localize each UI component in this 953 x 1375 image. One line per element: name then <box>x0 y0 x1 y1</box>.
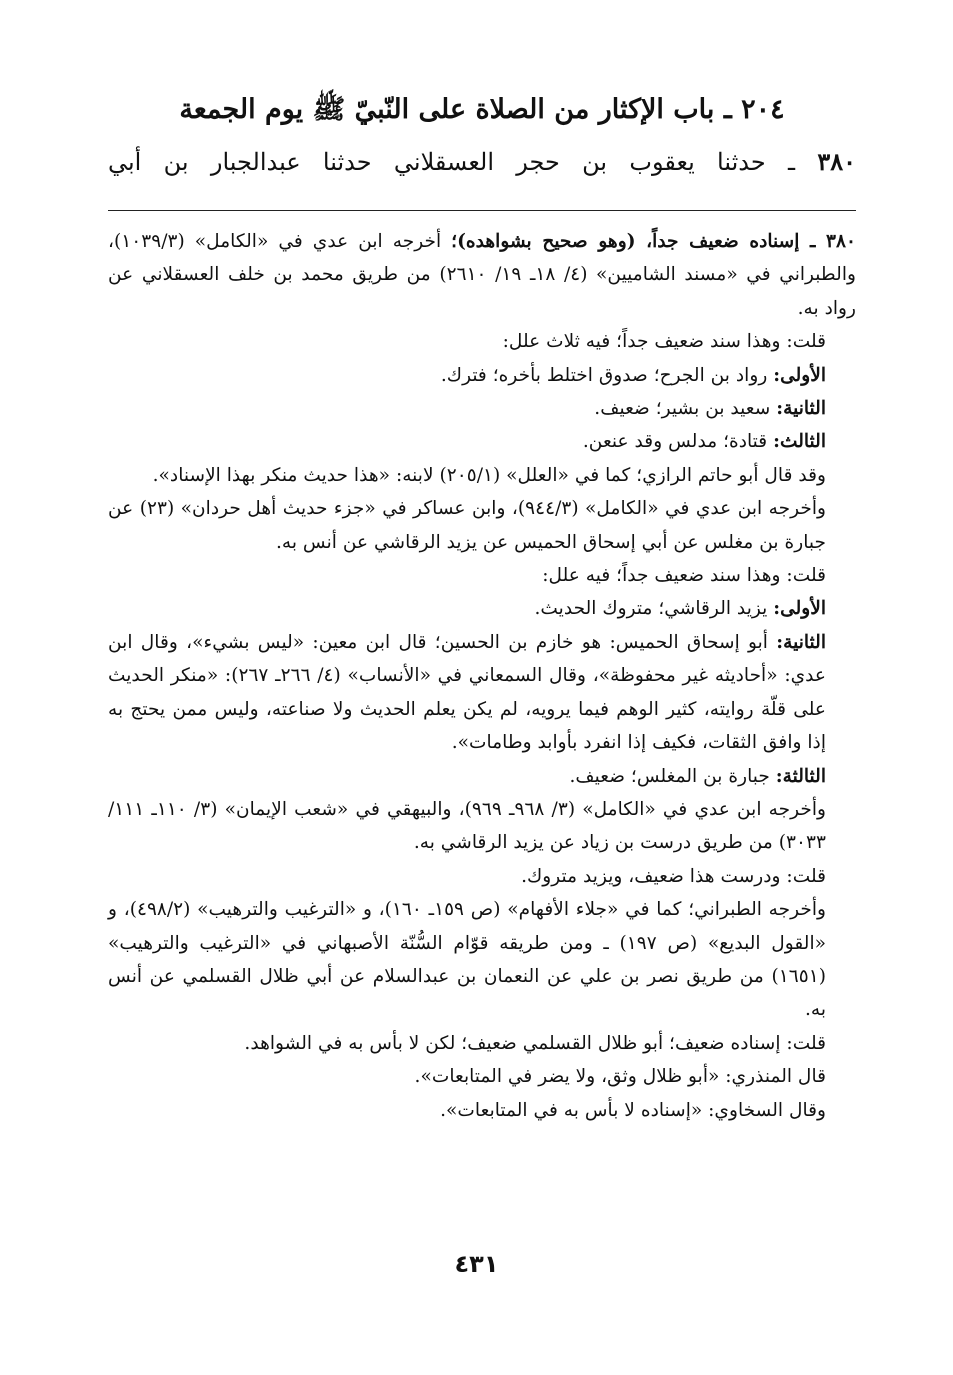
footnote-paragraph <box>108 325 856 358</box>
footnote-text: أخرجه ابن عدي في «الكامل» (١٠٣٩/٣)، والطبراني في «مسند الشاميين» (٤/ ١٨ـ ١٩/ ٢٦١٠) من طريق محمد بن خلف العسقلاني عن رواد به. <box>108 231 856 319</box>
footnote-lead: الأولى: <box>773 598 826 620</box>
page-content <box>108 90 856 1127</box>
hadith-text: ـ حدثنا يعقوب بن حجر العسقلاني حدثنا عبدالجبار بن أبي <box>108 148 796 176</box>
footnote-text: قلت: وهذا سند ضعيف جداً؛ فيه ثلاث علل: <box>502 331 826 353</box>
footnote-text: قتادة؛ مدلس وقد عنعن. <box>582 431 774 453</box>
footnote-text: أبو إسحاق الحميس: هو خازم بن الحسين؛ قال ابن معين: «ليس بشيء»، وقال ابن عدي: «أحاديثه غير محفوظة»، وقال السمعاني في «الأنساب» (٤/ ٢٦٦ـ ٢٦٧): «منكر الحديث على قلّة روايته، كثير الوهم فيما يرويه، لم يكن يعلم الحديث ولا صناعته، وليس ممن يحتج به إذا وافق الثقات، فكيف إذا انفرد بأوابد وطامات». <box>108 631 826 754</box>
hadith-number: ٣٨٠ <box>817 147 856 176</box>
footnote-text: رواد بن الجرح؛ صدوق اختلط بأخره؛ فترك. <box>440 364 774 386</box>
footnote-lead: الثانية: <box>776 398 826 420</box>
footnote-lead: الثالث: <box>773 431 826 453</box>
footnote-paragraph <box>108 626 856 760</box>
footnote-paragraph <box>108 425 856 458</box>
footnote-lead: ٣٨٠ ـ إسناده ضعيف جداً، (وهو صحيح بشواهده)؛ <box>451 231 856 252</box>
footnote-separator <box>108 210 856 211</box>
footnote-paragraph <box>108 793 856 860</box>
footnote-paragraph <box>108 359 856 392</box>
footnote-paragraph <box>108 893 856 1027</box>
footnote-paragraph <box>108 760 856 793</box>
footnote-lead: الثانية: <box>776 631 826 653</box>
footnote-text: وقد قال أبو حاتم الرازي؛ كما في «العلل» (٢٠٥/١) لابنه: «هذا حديث منكر بهذا الإسناد». <box>152 464 826 486</box>
footnote-lead: الأولى: <box>773 364 826 386</box>
footnote-text: وأخرجه ابن عدي في «الكامل» (٩٤٤/٣)، وابن عساكر في «جزء حديث أهل حردان» (٢٣) عن جبارة بن مغلس عن أبي إسحاق الحميس عن يزيد الرقاشي عن أنس به. <box>108 498 827 553</box>
footnote-paragraph <box>108 860 856 893</box>
footnote-paragraph <box>108 459 856 492</box>
footnote-text: قلت: إسناده ضعيف؛ أبو ظلال القسلمي ضعيف؛ لكن لا بأس به في الشواهد. <box>244 1032 826 1054</box>
footnote-text: وأخرجه ابن عدي في «الكامل» (٣/ ٩٦٨ـ ٩٦٩)، والبيهقي في «شعب الإيمان» (٣/ ١١٠ـ ١١١/ ٣٠٣٣) من طريق درست بن زياد عن يزيد الرقاشي به. <box>108 798 826 854</box>
hadith-opening <box>108 144 856 180</box>
footnote-text: وأخرجه الطبراني؛ كما في «جلاء الأفهام» (ص ١٥٩ـ ١٦٠)، و «الترغيب والترهيب» (٤٩٨/٢)، و «القول البديع» (ص ١٩٧) ـ ومن طريقه قوّام السُّنّة الأصبهاني في «الترغيب والترهيب» (١٦٥١) من طريق نصر بن علي عن النعمان بن عبدالسلام عن أبي ظلال القسلمي عن أنس به. <box>108 899 826 1021</box>
footnote-paragraph <box>108 559 856 592</box>
footnote-text: يزيد الرقاشي؛ متروك الحديث. <box>534 598 774 620</box>
footnote-paragraph <box>108 392 856 425</box>
footnote-text: سعيد بن بشير؛ ضعيف. <box>594 398 777 420</box>
footnote-paragraph <box>108 225 856 325</box>
footnote-paragraph <box>108 1094 856 1127</box>
page-number: ٤٣١ <box>454 1250 499 1278</box>
footnote-text: جبارة بن المغلس؛ ضعيف. <box>569 765 776 787</box>
footnote-text: قال المنذري: «أبو ظلال وثق، ولا يضر في المتابعات». <box>414 1066 826 1088</box>
footnote-lead: الثالثة: <box>775 765 826 787</box>
footnote-paragraph <box>108 1060 856 1093</box>
footnote-text: قلت: وهذا سند ضعيف جداً؛ فيه علل: <box>542 565 826 587</box>
footnote-paragraph <box>108 1027 856 1060</box>
footnote-paragraph <box>108 592 856 625</box>
footnote-text: وقال السخاوي: «إسناده لا بأس به في المتابعات». <box>440 1099 826 1121</box>
footnote-paragraph <box>108 492 856 559</box>
chapter-title: ٢٠٤ ـ باب الإكثار من الصلاة على النّبيّ ﷺ يوم الجمعة <box>179 94 785 125</box>
footnotes <box>108 225 856 1127</box>
footnote-text: قلت: ودرست هذا ضعيف، ويزيد متروك. <box>521 865 826 887</box>
